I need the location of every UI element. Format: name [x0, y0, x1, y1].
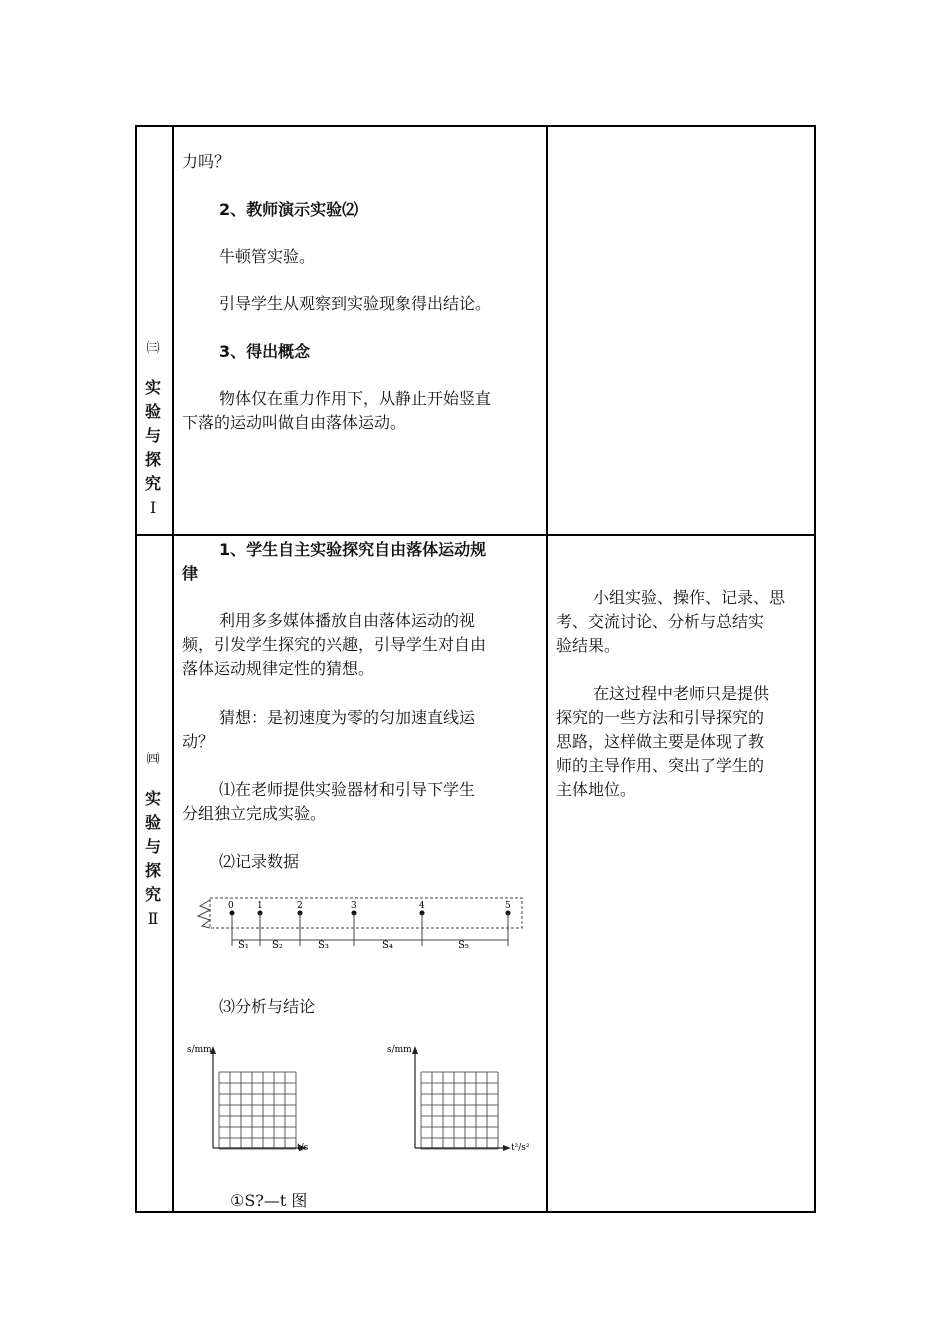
section4-title-char: 探: [144, 861, 161, 880]
section3-title-char: 验: [144, 402, 161, 421]
section3-title-char: 实: [144, 378, 161, 397]
note-line: 在这过程中老师只是提供: [593, 684, 770, 703]
note-line: 验结果。: [556, 636, 621, 655]
section3-title-char: 探: [144, 450, 161, 469]
section4-roman: Ⅱ: [147, 909, 159, 928]
tape-segment-label: S₅: [458, 940, 469, 951]
s4-line: 利用多多媒体播放自由落体运动的视: [219, 611, 476, 630]
s4-line: ⑵记录数据: [219, 852, 300, 871]
s3-heading: 2、教师演示实验⑵: [219, 200, 359, 219]
s4-line: 落体运动规律定性的猜想。: [182, 659, 375, 678]
section3-label: [135, 340, 171, 520]
section3-roman: Ⅰ: [149, 498, 157, 517]
tape-point-label: 2: [297, 901, 303, 911]
note-line: 主体地位。: [556, 780, 637, 799]
section4-title-char: 与: [144, 837, 161, 856]
graph-s-t: [185, 1038, 315, 1158]
graph1-xlabel: t/s: [297, 1143, 309, 1153]
s4-line: 动？: [182, 732, 215, 751]
section3-title-char: 与: [144, 426, 161, 445]
s3-line: 物体仅在重力作用下，从静止开始竖直: [219, 389, 492, 408]
s4-line: ⑶分析与结论: [219, 997, 316, 1016]
graph1-ylabel: s/mm: [187, 1045, 212, 1055]
column-divider-1: [172, 127, 174, 1211]
tape-torn-edge: [198, 900, 210, 928]
s4-line: ⑴在老师提供实验器材和引导下学生: [219, 780, 476, 799]
section4-title-char: 实: [144, 789, 161, 808]
ticker-tape-figure: [196, 892, 530, 954]
section4-title-char: 究: [144, 885, 161, 904]
tape-point-label: 5: [505, 901, 511, 911]
note-line: 考、交流讨论、分析与总结实: [556, 612, 765, 631]
tape-segment-label: S₃: [318, 940, 329, 951]
graph2-ylabel: s/mm: [387, 1045, 412, 1055]
tape-point-label: 4: [419, 901, 425, 911]
s3-line: 牛顿管实验。: [219, 247, 316, 266]
s3-line: 引导学生从观察到实验现象得出结论。: [219, 294, 492, 313]
s4-line: 分组独立完成实验。: [182, 804, 327, 823]
tape-point-label: 1: [257, 901, 263, 911]
section4-label: [135, 751, 171, 931]
graph1-grid: [219, 1072, 296, 1149]
s3-line: 力吗？: [182, 152, 231, 171]
s3-heading: 3、得出概念: [219, 342, 311, 361]
column-divider-2: [546, 127, 548, 1211]
graph2-x-arrow: [503, 1145, 511, 1151]
section3-number: ㈢: [146, 341, 160, 356]
row-divider: [137, 534, 814, 536]
s4-line: ①S?—t 图: [230, 1191, 308, 1210]
s3-line: 下落的运动叫做自由落体运动。: [182, 413, 407, 432]
note-line: 探究的一些方法和引导探究的: [556, 708, 765, 727]
graph2-grid: [421, 1072, 498, 1149]
note-line: 小组实验、操作、记录、思: [593, 588, 786, 607]
s4-line: 频，引发学生探究的兴趣，引导学生对自由: [182, 635, 487, 654]
tape-segment-label: S₁: [238, 940, 249, 951]
s4-line: 猜想：是初速度为零的匀加速直线运: [219, 708, 476, 727]
section4-number: ㈣: [146, 752, 160, 767]
tape-segment-label: S₂: [272, 940, 283, 951]
section3-title-char: 究: [144, 474, 161, 493]
note-line: 思路，这样做主要是体现了教: [556, 732, 765, 751]
tape-segment-label: S₄: [382, 940, 393, 951]
s4-heading: 1、学生自主实验探究自由落体运动规: [219, 540, 487, 559]
tape-point-label: 3: [351, 901, 357, 911]
tape-points: [230, 911, 511, 916]
section4-title-char: 验: [144, 813, 161, 832]
graph2-xlabel: t²/s²: [511, 1143, 530, 1153]
tape-point-label: 0: [228, 901, 234, 911]
graph2-y-arrow: [412, 1046, 418, 1054]
note-line: 师的主导作用、突出了学生的: [556, 756, 765, 775]
graph-s-t2: [385, 1038, 535, 1158]
s4-heading: 律: [182, 564, 199, 583]
